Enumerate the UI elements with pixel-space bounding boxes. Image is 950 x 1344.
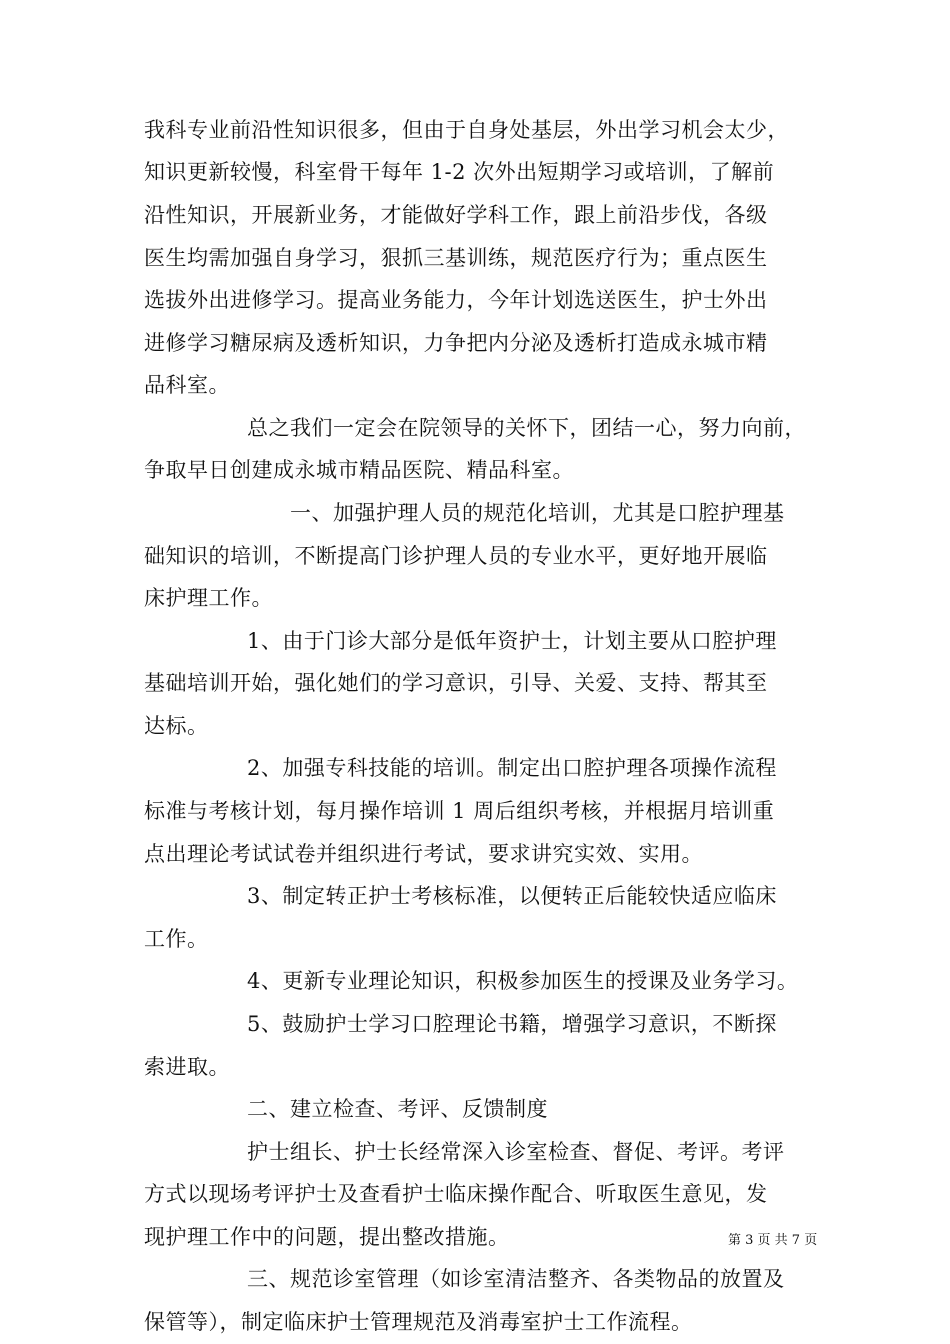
body-line: 争取早日创建成永城市精品医院、精品科室。 <box>144 458 574 482</box>
body-line: 床护理工作。 <box>144 586 273 610</box>
list-item: 1、由于门诊大部分是低年资护士，计划主要从口腔护理 <box>247 629 777 653</box>
body-line: 品科室。 <box>144 373 230 397</box>
body-line: 现护理工作中的问题，提出整改措施。 <box>144 1225 510 1249</box>
list-item: 2、加强专科技能的培训。制定出口腔护理各项操作流程 <box>247 756 777 780</box>
body-line: 方式以现场考评护士及查看护士临床操作配合、听取医生意见，发 <box>144 1182 768 1206</box>
section-heading: 三、规范诊室管理（如诊室清洁整齐、各类物品的放置及 <box>247 1267 785 1291</box>
body-line: 点出理论考试试卷并组织进行考试，要求讲究实效、实用。 <box>144 842 703 866</box>
list-item: 3、制定转正护士考核标准，以便转正后能较快适应临床 <box>247 884 777 908</box>
list-item: 5、鼓励护士学习口腔理论书籍，增强学习意识，不断探 <box>247 1012 777 1036</box>
body-line: 总之我们一定会在院领导的关怀下，团结一心，努力向前， <box>247 416 806 440</box>
body-line: 达标。 <box>144 714 209 738</box>
body-line: 标准与考核计划，每月操作培训 1 周后组织考核，并根据月培训重 <box>144 799 775 823</box>
body-line: 进修学习糖尿病及透析知识，力争把内分泌及透析打造成永城市精 <box>144 331 768 355</box>
page-number: 第 3 页 共 7 页 <box>728 1233 818 1248</box>
body-line: 基础培训开始，强化她们的学习意识，引导、关爱、支持、帮其至 <box>144 671 768 695</box>
body-line: 础知识的培训，不断提高门诊护理人员的专业水平，更好地开展临 <box>144 544 768 568</box>
body-line: 沿性知识，开展新业务，才能做好学科工作，跟上前沿步伐，各级 <box>144 203 768 227</box>
body-line: 工作。 <box>144 927 209 951</box>
section-heading: 二、建立检查、考评、反馈制度 <box>247 1097 548 1121</box>
body-line: 护士组长、护士长经常深入诊室检查、督促、考评。考评 <box>247 1140 785 1164</box>
body-line: 索进取。 <box>144 1055 230 1079</box>
section-heading: 一、加强护理人员的规范化培训，尤其是口腔护理基 <box>290 501 785 525</box>
list-item: 4、更新专业理论知识，积极参加医生的授课及业务学习。 <box>247 969 799 993</box>
body-line: 知识更新较慢，科室骨干每年 1-2 次外出短期学习或培训，了解前 <box>144 160 775 184</box>
body-line: 保管等），制定临床护士管理规范及消毒室护士工作流程。 <box>144 1310 693 1334</box>
body-line: 医生均需加强自身学习，狠抓三基训练，规范医疗行为；重点医生 <box>144 246 768 270</box>
body-line: 我科专业前沿性知识很多，但由于自身处基层，外出学习机会太少， <box>144 118 789 142</box>
body-line: 选拔外出进修学习。提高业务能力，今年计划选送医生，护士外出 <box>144 288 768 312</box>
